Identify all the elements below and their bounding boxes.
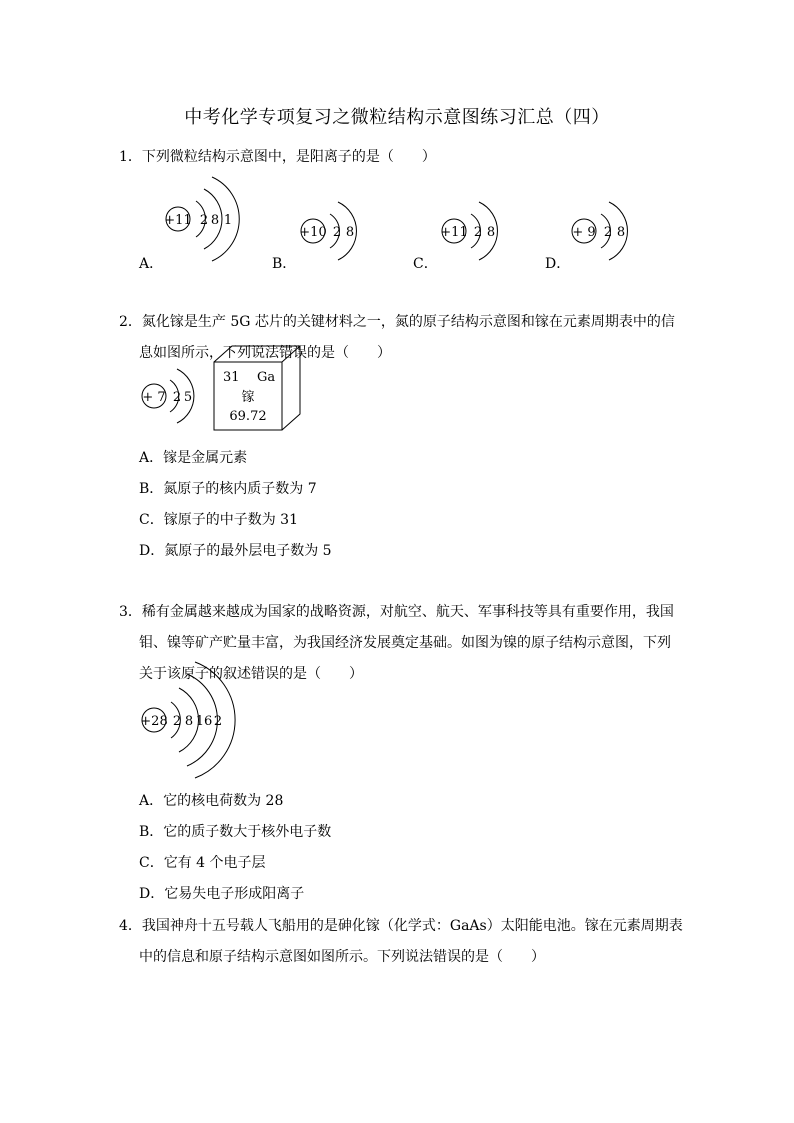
shell-electrons: 8 xyxy=(184,714,194,729)
q3-option-a: A．它的核电荷数为 28 xyxy=(139,793,284,809)
q2-option-b: B．氮原子的核内质子数为 7 xyxy=(139,481,317,497)
nucleus-charge: + 9 xyxy=(572,225,596,240)
q1-option-d-diagram xyxy=(567,192,637,267)
shell-electrons: 1 xyxy=(223,213,233,228)
atomic-number: 31 xyxy=(223,370,240,385)
q1-option-c-label: C． xyxy=(413,256,438,272)
q2-gallium-element-cell xyxy=(212,344,304,432)
q2-stem-line2: 息如图所示，下列说法错误的是（ ） xyxy=(139,345,391,361)
shell-electrons: 2 xyxy=(199,213,209,228)
q2-option-a: A．镓是金属元素 xyxy=(139,450,248,466)
page-title: 中考化学专项复习之微粒结构示意图练习汇总（四） xyxy=(184,107,610,128)
q3-stem-line3: 关于该原子的叙述错误的是（ ） xyxy=(139,666,363,682)
shell-electrons: 16 xyxy=(195,714,213,729)
q1-option-a-label: A． xyxy=(139,256,164,272)
q3-option-c: C．它有 4 个电子层 xyxy=(139,855,266,871)
shell-electrons: 2 xyxy=(473,225,483,240)
element-name: 镓 xyxy=(241,390,255,405)
q1-option-d-label: D． xyxy=(545,256,571,272)
q4-stem-line1: 4．我国神舟十五号载人飞船用的是砷化镓（化学式：GaAs）太阳能电池。镓在元素周期表 xyxy=(119,918,683,934)
shell-electrons: 2 xyxy=(172,714,182,729)
nucleus-charge: +10 xyxy=(299,225,327,240)
nucleus-charge: +11 xyxy=(164,213,192,228)
q3-stem-line2: 钼、镍等矿产贮量丰富，为我国经济发展奠定基础。如图为镍的原子结构示意图，下列 xyxy=(139,635,671,651)
q2-option-c: C．镓原子的中子数为 31 xyxy=(139,512,298,528)
q3-nickel-atom-diagram xyxy=(137,660,237,780)
shell-electrons: 2 xyxy=(172,390,182,405)
atomic-mass: 69.72 xyxy=(229,409,267,424)
shell-electrons: 8 xyxy=(210,213,220,228)
q1-option-a-diagram xyxy=(160,175,240,255)
shell-electrons: 8 xyxy=(345,225,355,240)
q2-option-d: D．氮原子的最外层电子数为 5 xyxy=(139,543,332,559)
q3-option-d: D．它易失电子形成阳离子 xyxy=(139,886,305,902)
cell-top-face xyxy=(214,346,300,362)
shell-electrons: 2 xyxy=(332,225,342,240)
nucleus-charge: +11 xyxy=(440,225,468,240)
shell-electrons: 8 xyxy=(616,225,626,240)
q1-stem: 1．下列微粒结构示意图中，是阳离子的是（ ） xyxy=(119,149,436,165)
nucleus-charge: +28 xyxy=(140,714,168,729)
q2-nitrogen-atom-diagram xyxy=(139,365,199,430)
nucleus-charge: + 7 xyxy=(142,390,166,405)
q1-option-b-diagram xyxy=(296,192,366,267)
q1-option-b-label: B． xyxy=(272,256,297,272)
element-symbol: Ga xyxy=(257,370,276,385)
q1-option-c-diagram xyxy=(437,192,507,267)
q3-stem-line1: 3．稀有金属越来越成为国家的战略资源，对航空、航天、军事科技等具有重要作用，我国 xyxy=(119,604,674,620)
q2-stem-line1: 2．氮化镓是生产 5G 芯片的关键材料之一，氮的原子结构示意图和镓在元素周期表中的信 xyxy=(119,314,675,330)
shell-electrons: 8 xyxy=(486,225,496,240)
cell-side-face xyxy=(282,346,300,430)
q4-stem-line2: 中的信息和原子结构示意图如图所示。下列说法错误的是（ ） xyxy=(139,949,545,965)
shell-electrons: 2 xyxy=(213,714,223,729)
q3-option-b: B．它的质子数大于核外电子数 xyxy=(139,824,332,840)
shell-electrons: 5 xyxy=(183,390,193,405)
shell-electrons: 2 xyxy=(603,225,613,240)
